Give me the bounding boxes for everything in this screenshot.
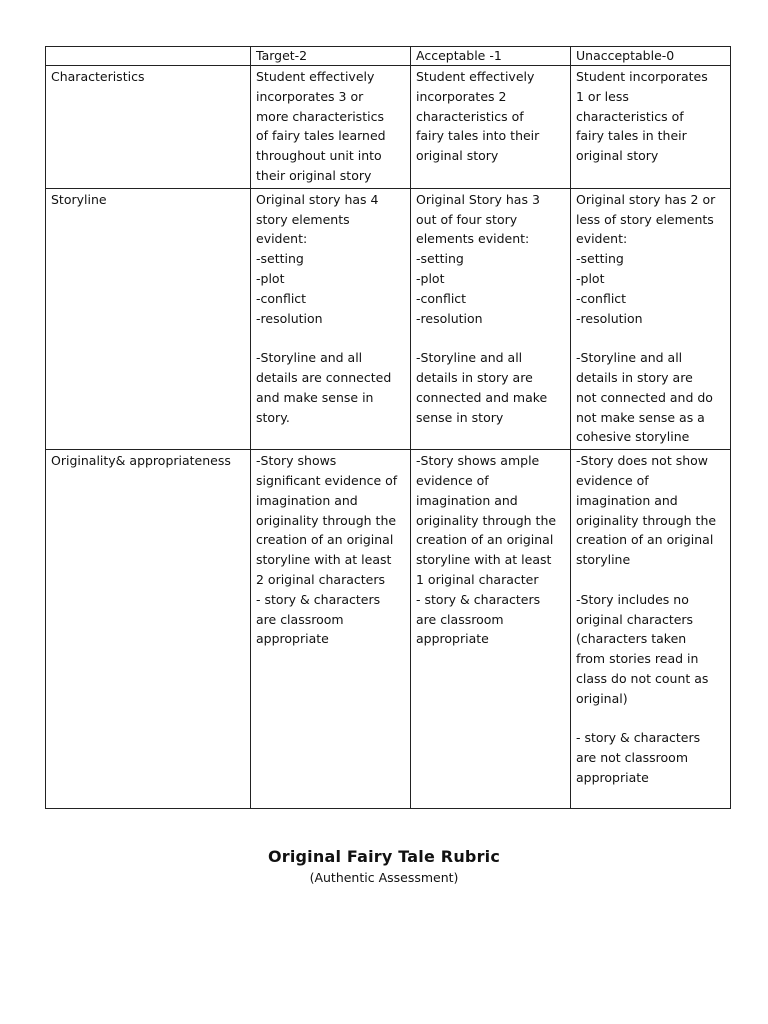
cell-line: -conflict xyxy=(576,290,627,306)
cell-line: - story & characters xyxy=(256,591,381,607)
rubric-cell xyxy=(411,66,571,189)
document-title: Original Fairy Tale Rubric xyxy=(267,847,501,866)
rubric-cell xyxy=(251,66,411,189)
cell-line: not connected and do xyxy=(576,389,713,405)
cell-line: original) xyxy=(576,690,628,706)
cell-line: sense in story xyxy=(416,409,504,425)
cell-line: significant evidence of xyxy=(256,472,398,488)
cell-line: incorporates 2 xyxy=(416,88,507,104)
table-row xyxy=(46,450,731,809)
cell-line: - story & characters xyxy=(576,730,701,746)
cell-line: -plot xyxy=(256,270,285,286)
header-cell-unacceptable: Unacceptable-0 xyxy=(571,47,731,66)
blank-line xyxy=(576,570,725,590)
cell-line: Student incorporates xyxy=(576,69,708,84)
cell-line: original characters xyxy=(576,611,694,627)
header-cell-criterion xyxy=(46,47,251,66)
cell-line: story elements xyxy=(256,211,350,227)
cell-line: original story xyxy=(416,148,499,164)
cell-line: originality through the xyxy=(576,512,717,528)
cell-line: -Story shows xyxy=(256,453,337,469)
cell-line: -Storyline and all xyxy=(256,350,363,366)
cell-line: imagination and xyxy=(416,492,518,508)
cell-line: characteristics of xyxy=(576,108,684,124)
cell-line: Student effectively xyxy=(256,69,375,84)
cell-line: cohesive storyline xyxy=(576,429,690,445)
table-row xyxy=(46,66,731,189)
header-cell-acceptable: Acceptable -1 xyxy=(411,47,571,66)
cell-line: evident: xyxy=(576,231,628,247)
cell-line: -resolution xyxy=(576,310,643,326)
rubric-cell xyxy=(571,450,731,809)
cell-line: -resolution xyxy=(416,310,483,326)
cell-line: story. xyxy=(256,409,290,425)
cell-line: and make sense in xyxy=(256,389,374,405)
rubric-cell xyxy=(571,66,731,189)
cell-line: Original story has 4 xyxy=(256,191,379,207)
cell-line: -setting xyxy=(256,251,304,267)
cell-line: of fairy tales learned xyxy=(256,128,386,144)
cell-line: evidence of xyxy=(416,472,489,488)
rubric-cell xyxy=(411,188,571,449)
criterion-cell: Storyline xyxy=(46,188,251,449)
rubric-cell xyxy=(571,188,731,449)
cell-line: not make sense as a xyxy=(576,409,705,425)
cell-line: creation of an original xyxy=(256,532,394,548)
cell-line: Student effectively xyxy=(416,69,535,84)
document-subtitle: (Authentic Assessment) xyxy=(309,870,459,885)
cell-line: -Story includes no xyxy=(576,591,689,607)
cell-line: -Storyline and all xyxy=(576,350,683,366)
cell-line: (characters taken xyxy=(576,631,687,647)
criterion-cell: Characteristics xyxy=(46,66,251,189)
cell-line: - story & characters xyxy=(416,591,541,607)
cell-line: are not classroom xyxy=(576,750,688,766)
cell-line: Original story has 2 or xyxy=(576,191,716,207)
criterion-cell: Originality& appropriateness xyxy=(46,450,251,809)
cell-line: -resolution xyxy=(256,310,323,326)
cell-line: fairy tales into their xyxy=(416,128,540,144)
cell-line: incorporates 3 or xyxy=(256,88,364,104)
cell-line: connected and make xyxy=(416,389,548,405)
cell-line: original story xyxy=(576,148,659,164)
rubric-table xyxy=(45,46,731,809)
rubric-cell xyxy=(411,450,571,809)
cell-line: appropriate xyxy=(576,769,649,785)
cell-line: evidence of xyxy=(576,472,649,488)
cell-line: storyline with at least xyxy=(256,552,392,568)
cell-line: are classroom xyxy=(416,611,504,627)
cell-line: throughout unit into xyxy=(256,148,382,164)
cell-line: fairy tales in their xyxy=(576,128,687,144)
cell-line: storyline with at least xyxy=(416,552,552,568)
cell-line: appropriate xyxy=(256,631,329,647)
blank-line xyxy=(256,328,405,348)
cell-line: from stories read in xyxy=(576,651,699,667)
cell-line: class do not count as xyxy=(576,670,709,686)
table-row xyxy=(46,188,731,449)
cell-line: originality through the xyxy=(416,512,557,528)
header-cell-target: Target-2 xyxy=(251,47,411,66)
cell-line: creation of an original xyxy=(576,532,714,548)
cell-line: their original story xyxy=(256,167,372,183)
cell-line: -plot xyxy=(576,270,605,286)
cell-line: are classroom xyxy=(256,611,344,627)
cell-line: -setting xyxy=(416,251,464,267)
cell-line: -setting xyxy=(576,251,624,267)
cell-line: -Story does not show xyxy=(576,453,709,469)
cell-line: -Storyline and all xyxy=(416,350,523,366)
header-row xyxy=(46,47,731,66)
cell-line: details in story are xyxy=(576,369,693,385)
cell-line: imagination and xyxy=(256,492,358,508)
cell-line: evident: xyxy=(256,231,308,247)
rubric-cell xyxy=(251,450,411,809)
cell-line: characteristics of xyxy=(416,108,524,124)
cell-line: elements evident: xyxy=(416,231,530,247)
rubric-cell xyxy=(251,188,411,449)
cell-line: creation of an original xyxy=(416,532,554,548)
cell-line: out of four story xyxy=(416,211,518,227)
cell-line: 2 original characters xyxy=(256,571,385,587)
cell-line: more characteristics xyxy=(256,108,384,124)
cell-line: -conflict xyxy=(416,290,467,306)
blank-line xyxy=(576,709,725,729)
cell-line: 1 original character xyxy=(416,571,539,587)
cell-line: -conflict xyxy=(256,290,307,306)
blank-line xyxy=(576,328,725,348)
cell-line: storyline xyxy=(576,552,631,568)
cell-line: -plot xyxy=(416,270,445,286)
cell-line: details are connected xyxy=(256,369,392,385)
cell-line: imagination and xyxy=(576,492,678,508)
cell-line: -Story shows ample xyxy=(416,453,540,469)
cell-line: appropriate xyxy=(416,631,489,647)
cell-line: 1 or less xyxy=(576,88,629,104)
cell-line: originality through the xyxy=(256,512,397,528)
cell-line: details in story are xyxy=(416,369,533,385)
blank-line xyxy=(416,328,565,348)
cell-line: less of story elements xyxy=(576,211,714,227)
cell-line: Original Story has 3 xyxy=(416,191,540,207)
